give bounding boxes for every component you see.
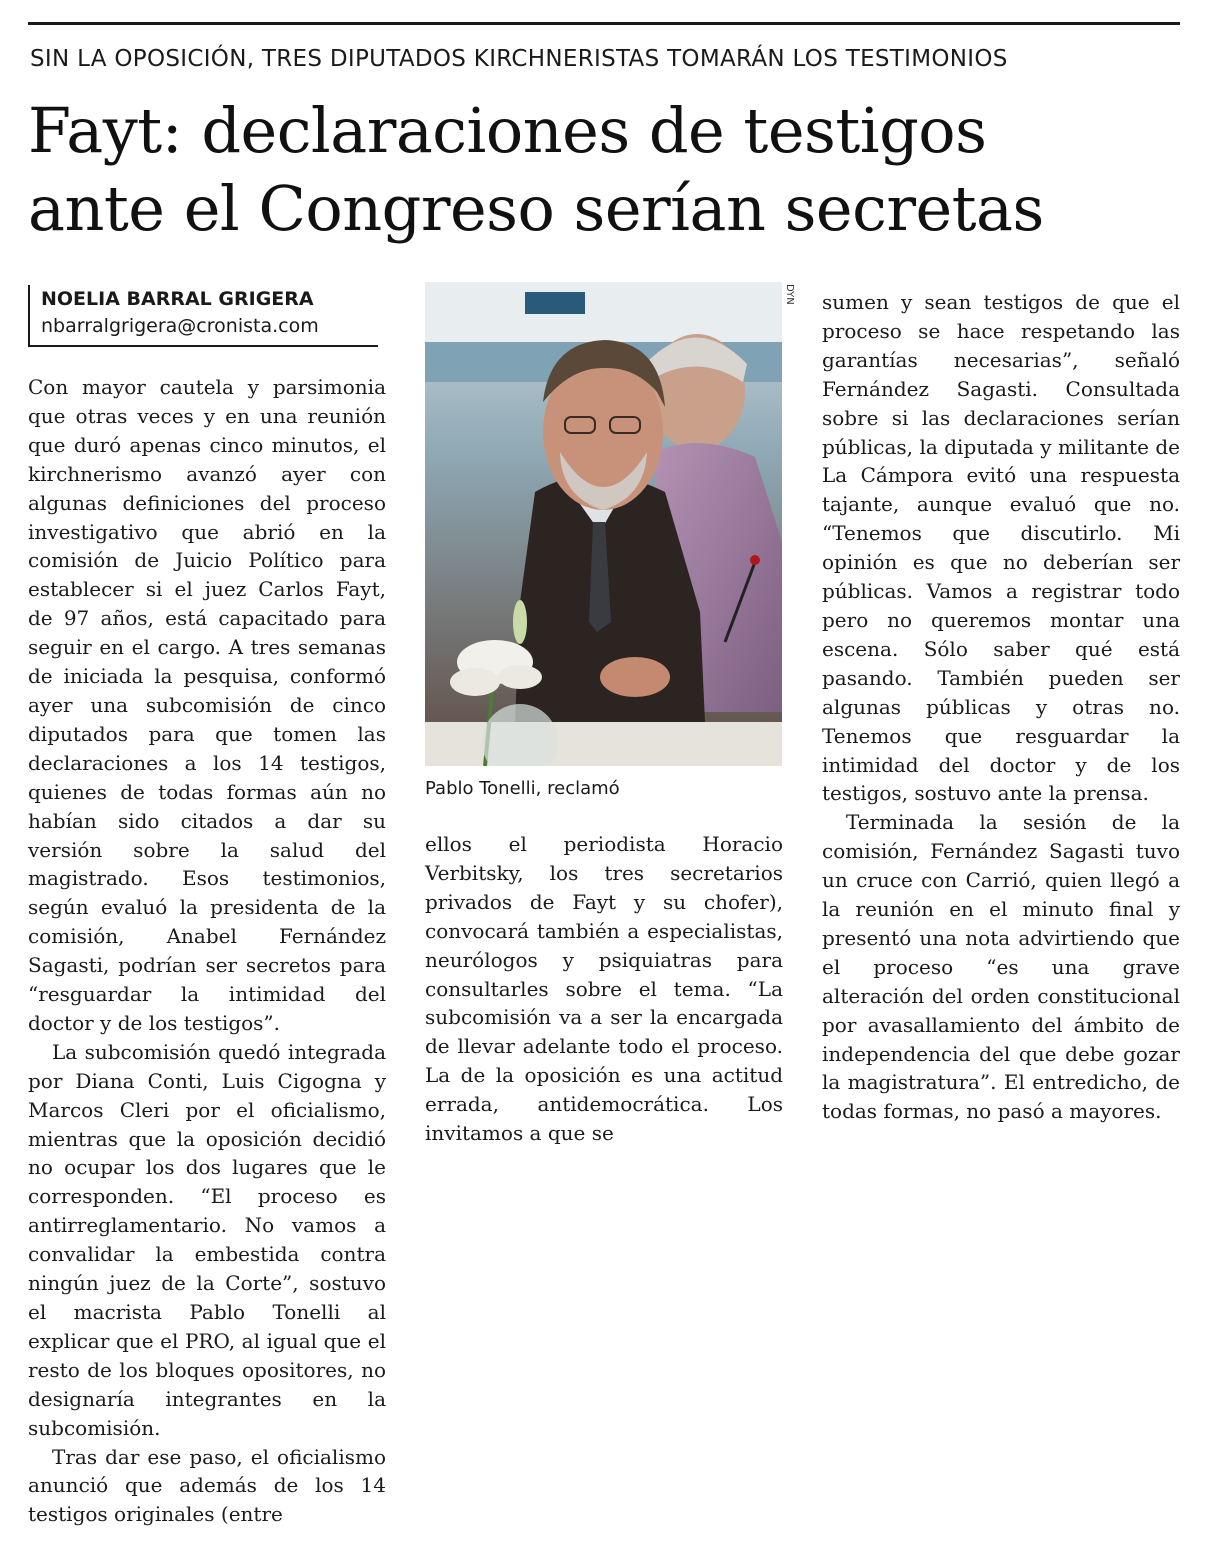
article-column-3 [822, 288, 1180, 1126]
article-photo [425, 282, 782, 766]
byline-email: nbarralgrigera@cronista.com [41, 315, 319, 337]
article-column-1 [28, 373, 386, 1529]
photo-caption: Pablo Tonelli, reclamó [425, 778, 620, 799]
paragraph-4: Terminada la sesión de la comisión, Fernández Sagasti tuvo un cruce con Carrió, quien llegó a la reunión en el minuto final y presentó una nota advirtiendo que el proceso “es una grave alteración del orden constitucional por avasallamiento del ámbito de independencia del que debe gozar la magistratura”. El entredicho, de todas formas, no pasó a mayores. [822, 810, 1180, 1124]
article-column-2 [425, 830, 783, 1148]
kicker: SIN LA OPOSICIÓN, TRES DIPUTADOS KIRCHNERISTAS TOMARÁN LOS TESTIMONIOS [30, 46, 1008, 72]
byline-author: NOELIA BARRAL GRIGERA [41, 288, 314, 310]
top-rule [28, 22, 1180, 25]
paragraph-3-part-3: sumen y sean testigos de que el proceso se hace respetando las garantías necesarias”, señaló Fernández Sagasti. Consultada sobre si las declaraciones serían públicas, la diputada y militante de La Cámpora evitó una respuesta tajante, aunque evaluó que no. “Tenemos que discutirlo. Mi opinión es que no deberían ser públicas. Vamos a registrar todo pero no queremos montar una escena. Sólo saber qué está pasando. También pueden ser algunas públicas y otras no. Tenemos que resguardar la intimidad del doctor y de los testigos, sostuvo ante la prensa. [822, 290, 1180, 806]
paragraph-3-part-1: Tras dar ese paso, el oficialismo anunció que además de los 14 testigos originales (entre [28, 1444, 386, 1527]
headline-line-2: ante el Congreso serían secretas [28, 172, 1044, 245]
paragraph-3-part-2: ellos el periodista Horacio Verbitsky, los tres secretarios privados de Fayt y su chofer), convocará también a especialistas, neurólogos y psiquiatras para consultarles sobre el tema. “La subcomisión va a ser la encargada de llevar adelante todo el proceso. La de la oposición es una actitud errada, antidemocrática. Los invitamos a que se [425, 832, 783, 1146]
byline [28, 285, 378, 347]
headline [28, 92, 1188, 248]
paragraph-2: La subcomisión quedó integrada por Diana Conti, Luis Cigogna y Marcos Cleri por el oficialismo, mientras que la oposición decidió no ocupar los dos lugares que le corresponden. “El proceso es antirreglamentario. No vamos a convalidar la embestida contra ningún juez de la Corte”, sostuvo el macrista Pablo Tonelli al explicar que el PRO, al igual que el resto de los bloques opositores, no designaría integrantes en la subcomisión. [28, 1039, 386, 1440]
photo-credit: DYN [784, 284, 795, 305]
headline-line-1: Fayt: declaraciones de testigos [28, 94, 987, 167]
paragraph-1: Con mayor cautela y parsimonia que otras veces y en una reunión que duró apenas cinco minutos, el kirchnerismo avanzó ayer con algunas definiciones del proceso investigativo que abrió en la comisión de Juicio Político para establecer si el juez Carlos Fayt, de 97 años, está capacitado para seguir en el cargo. A tres semanas de iniciada la pesquisa, conformó ayer una subcomisión de cinco diputados para que tomen las declaraciones a los 14 testigos, quienes de todas formas aún no habían sido citados a dar su versión sobre la salud del magistrado. Esos testimonios, según evaluó la presidenta de la comisión, Anabel Fernández Sagasti, podrían ser secretos para “resguardar la intimidad del doctor y de los testigos”. [28, 375, 386, 1035]
